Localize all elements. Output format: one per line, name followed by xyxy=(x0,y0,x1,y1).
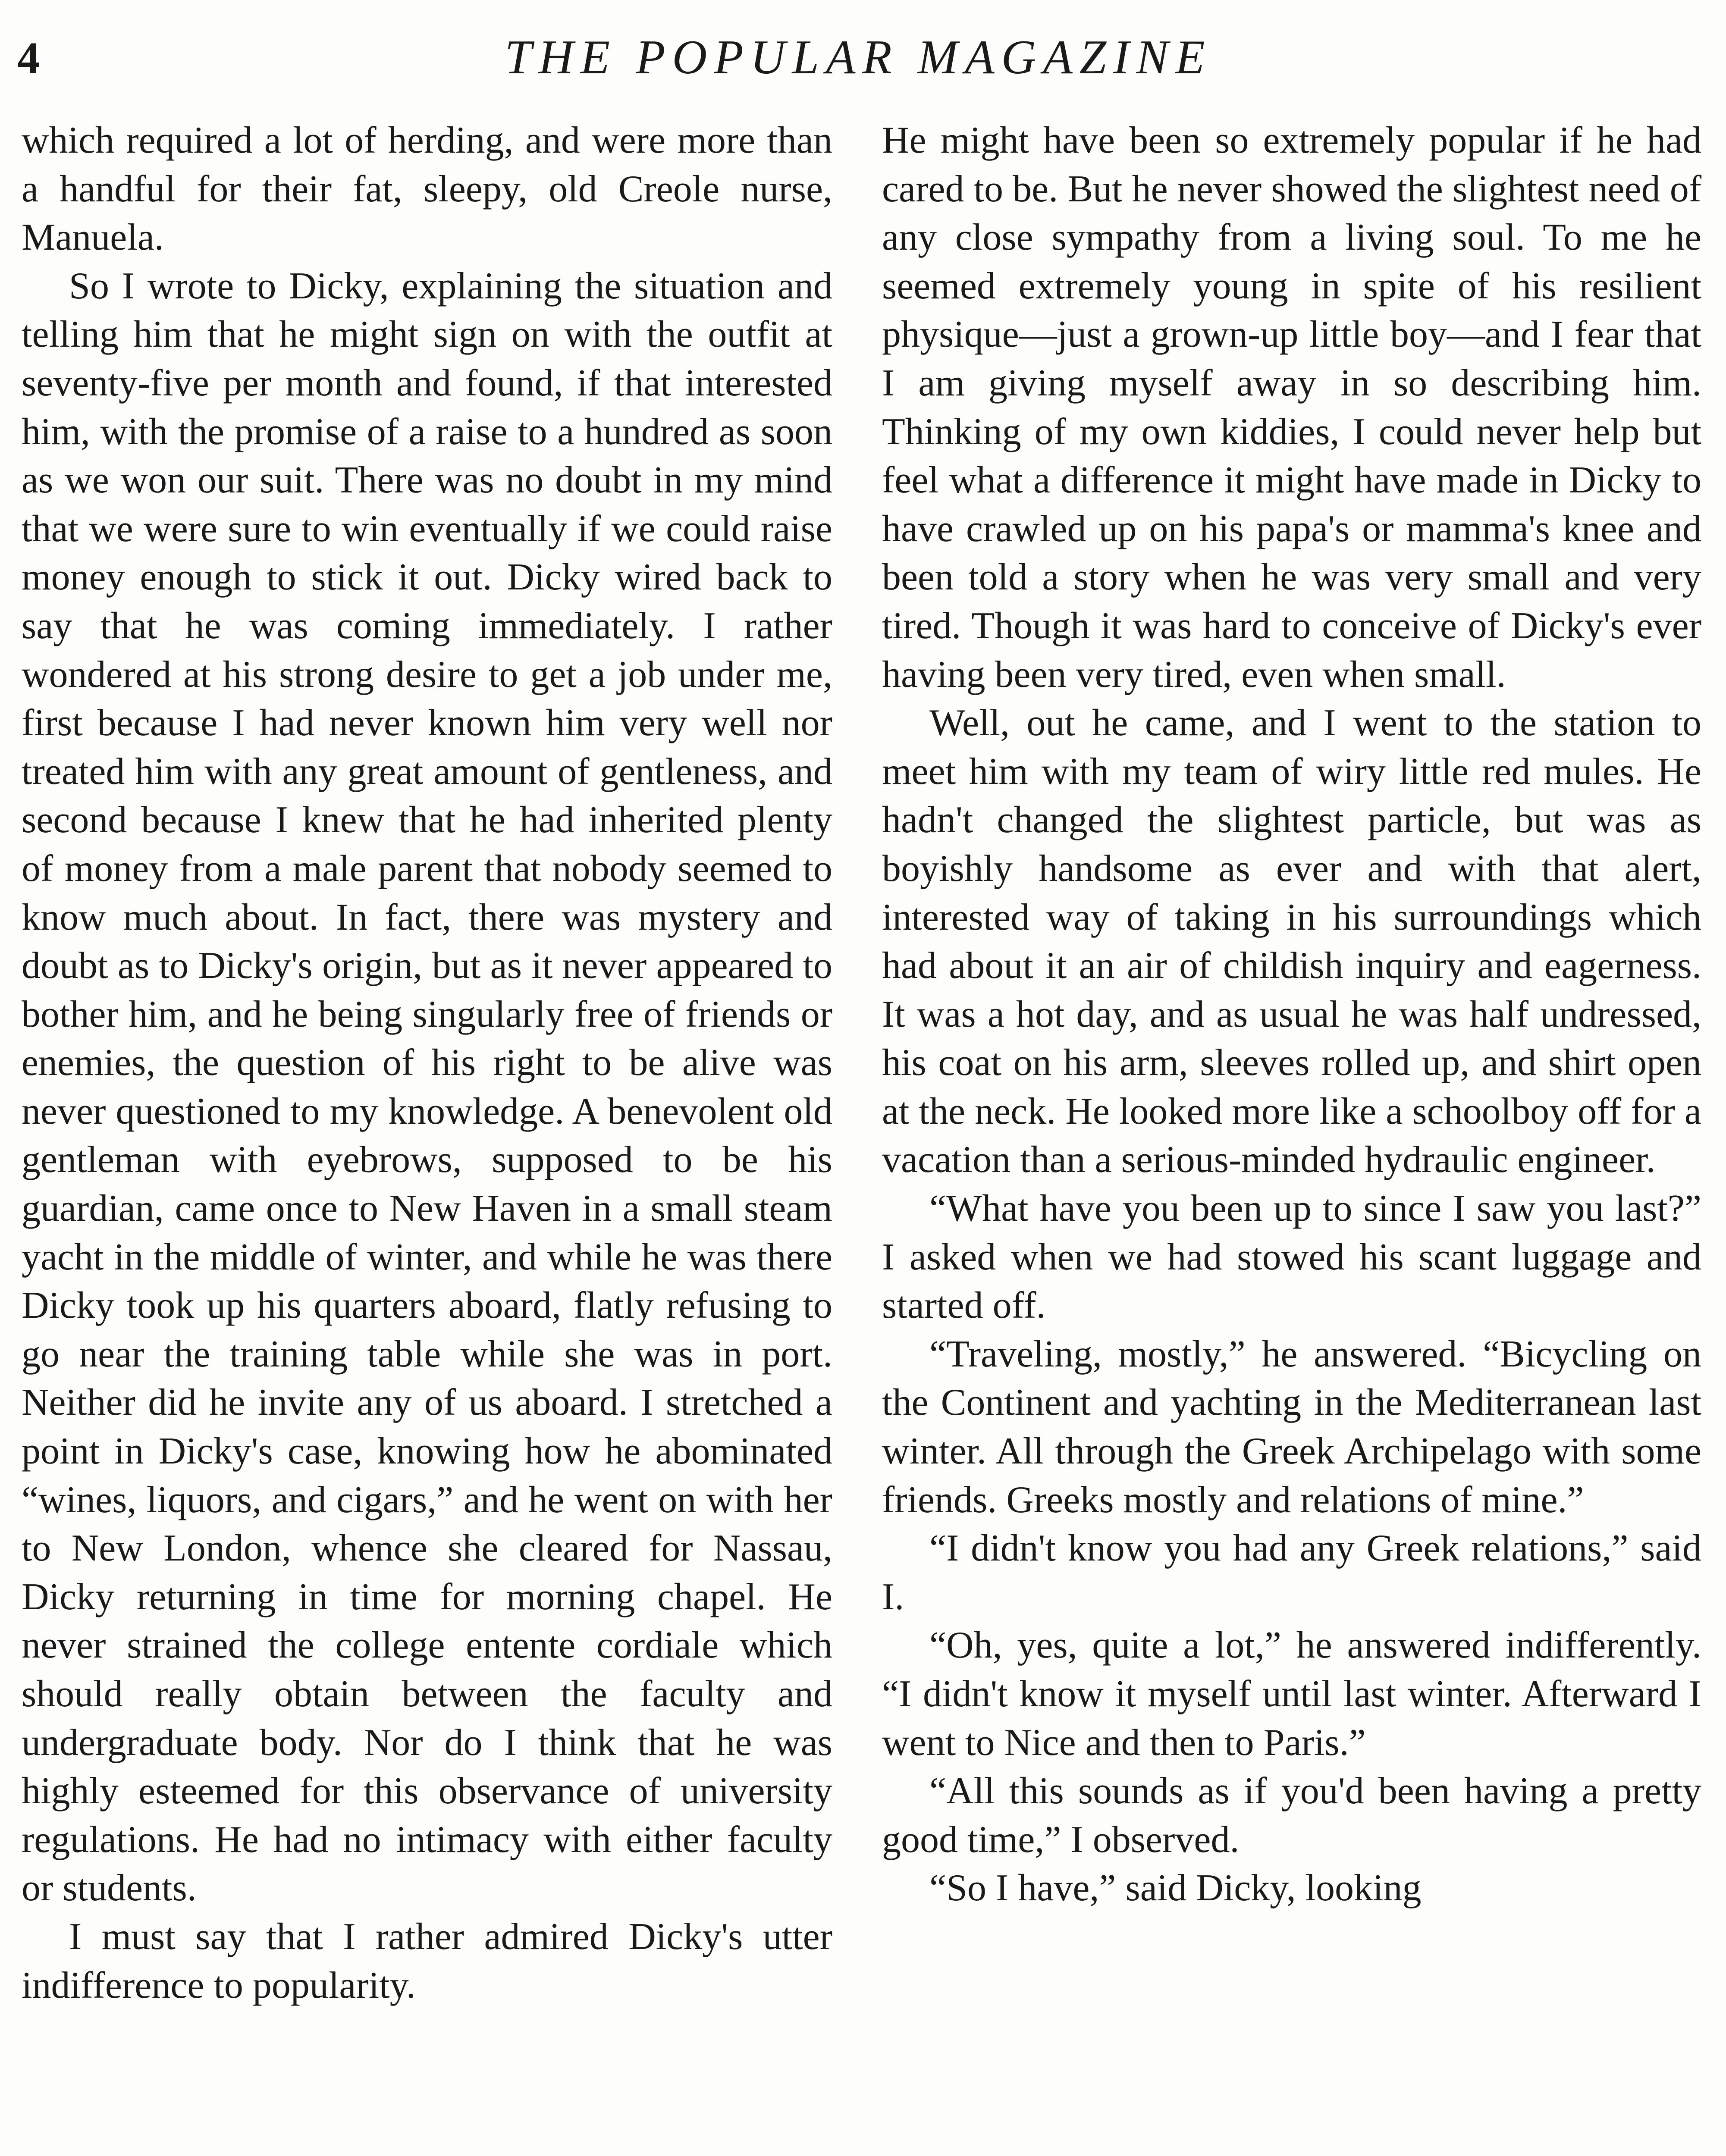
right-column xyxy=(882,116,1701,1913)
magazine-title: THE POPULAR MAGAZINE xyxy=(505,31,1212,84)
paragraph: “I didn't know you had any Greek relations,” said I. xyxy=(882,1527,1701,1618)
paragraph: He might have been so extremely popular if he had cared to be. But he never showed the slightest need of any close sympathy from a living soul. To me he seemed extremely young in spite of his resilient physique—just a grown-up little boy—and I fear that I am giving myself away in so describing him. Thinking of my own kiddies, I could never help but feel what a difference it might have made in Dicky to have crawled up on his papa's or mamma's knee and been told a story when he was very small and very tired. Though it was hard to conceive of Dicky's ever having been very tired, even when small. xyxy=(882,119,1701,696)
paragraph: “Oh, yes, quite a lot,” he answered indifferently. “I didn't know it myself until last winter. Afterward I went to Nice and then to Paris.” xyxy=(882,1624,1701,1764)
paragraph: Well, out he came, and I went to the station to meet him with my team of wiry little red mules. He hadn't changed the slightest particle, but was as boyishly handsome as ever and with that alert, interested way of taking in his surroundings which had about it an air of childish inquiry and eagerness. It was a hot day, and as usual he was half undressed, his coat on his arm, sleeves rolled up, and shirt open at the neck. He looked more like a schoolboy off for a vacation than a serious-minded hydraulic engineer. xyxy=(882,702,1701,1181)
paragraph: So I wrote to Dicky, explaining the situation and telling him that he might sign on with the outfit at seventy-five per month and found, if that interested him, with the promise of a raise to a hundred as soon as we won our suit. There was no doubt in my mind that we were sure to win eventually if we could raise money enough to stick it out. Dicky wired back to say that he was coming immediately. I rather wondered at his strong desire to get a job under me, first because I had never known him very well nor treated him with any great amount of gentleness, and second because I knew that he had inherited plenty of money from a male parent that nobody seemed to know much about. In fact, there was mystery and doubt as to Dicky's origin, but as it never appeared to bother him, and he being singularly free of friends or enemies, the question of his right to be alive was never questioned to my knowledge. A benevolent old gentleman with eyebrows, supposed to be his guardian, came once to New Haven in a small steam yacht in the middle of winter, and while he was there Dicky took up his quarters aboard, flatly refusing to go near the training table while she was in port. Neither did he invite any of us aboard. I stretched a point in Dicky's case, knowing how he abominated “wines, liquors, and cigars,” and he went on with her to New London, whence she cleared for Nassau, Dicky returning in time for morning chapel. He never strained the college entente cordiale which should really obtain between the faculty and undergraduate body. Nor do I think that he was highly esteemed for this observance of university regulations. He had no intimacy with either faculty or students. xyxy=(22,265,832,1909)
page-header xyxy=(13,22,1704,95)
paragraph: “So I have,” said Dicky, looking xyxy=(929,1867,1422,1909)
paragraph: “Traveling, mostly,” he answered. “Bicycling on the Continent and yachting in the Mediterranean last winter. All through the Greek Archipelago with some friends. Greeks mostly and relations of mine.” xyxy=(882,1333,1701,1521)
page-number: 4 xyxy=(17,33,40,83)
paragraph: “What have you been up to since I saw you last?” I asked when we had stowed his scant luggage and started off. xyxy=(882,1188,1701,1327)
left-column xyxy=(22,116,832,2010)
paragraph: I must say that I rather admired Dicky's utter indifference to popularity. xyxy=(22,1915,832,2006)
paragraph: “All this sounds as if you'd been having a pretty good time,” I observed. xyxy=(882,1770,1701,1861)
paragraph: which required a lot of herding, and were more than a handful for their fat, sleepy, old Creole nurse, Manuela. xyxy=(22,119,832,259)
